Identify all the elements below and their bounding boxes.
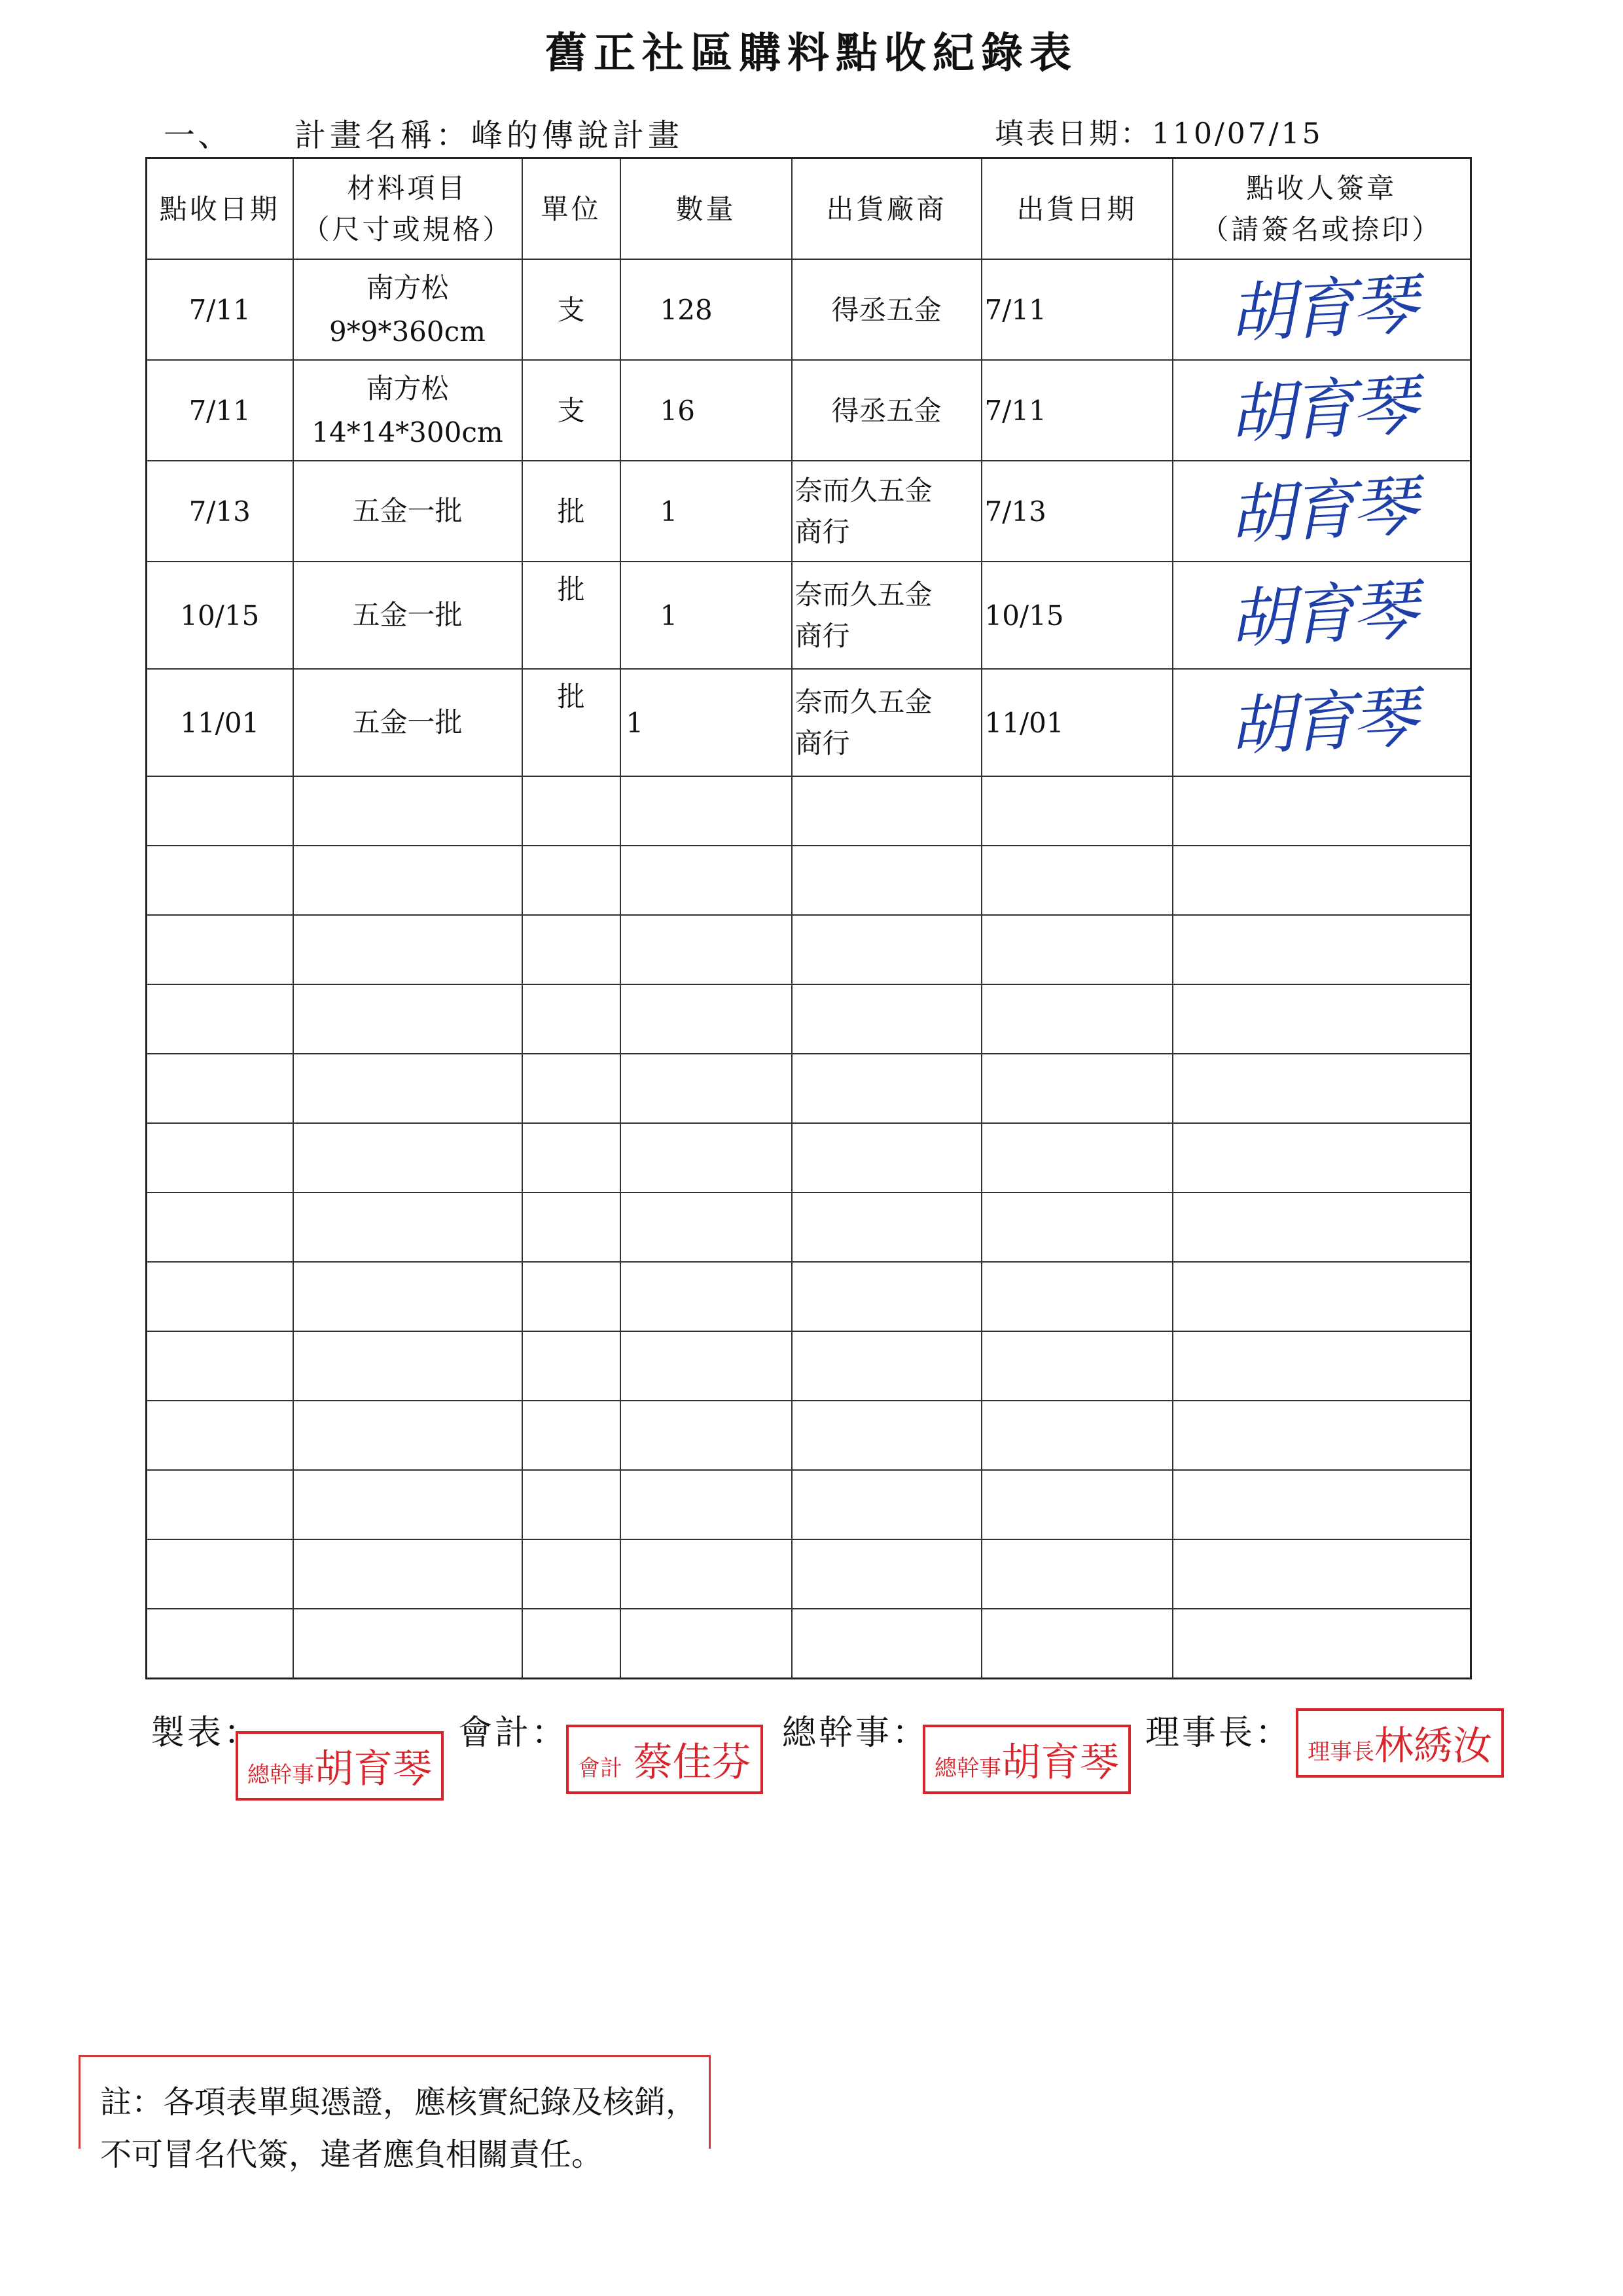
- cell-item-name: 南方松: [366, 372, 449, 404]
- note-line-2: 不可冒名代簽，違者應負相關責任。: [100, 2136, 603, 2173]
- empty-cell: [620, 915, 792, 984]
- empty-cell: [982, 1539, 1173, 1609]
- table-row: [147, 259, 1471, 360]
- cell-item-spec: 14*14*300cm: [312, 416, 503, 448]
- empty-cell: [620, 1193, 792, 1262]
- cell-vendor: [792, 562, 982, 669]
- accountant-stamp-name: 蔡佳芬: [633, 1740, 751, 1785]
- empty-cell: [293, 1609, 522, 1679]
- empty-cell: [293, 1539, 522, 1609]
- handwritten-signature: 胡育琴: [1227, 679, 1416, 766]
- chair-stamp-role: 理事長: [1308, 1739, 1374, 1765]
- cell-vendor-line2: 商行: [794, 516, 850, 548]
- handwritten-signature: 胡育琴: [1227, 571, 1416, 658]
- empty-cell: [522, 1609, 620, 1679]
- accountant-stamp-role: 會計: [578, 1755, 622, 1782]
- empty-table-row: [147, 915, 1471, 984]
- empty-cell: [147, 1262, 293, 1331]
- header-ship-date: 出貨日期: [982, 158, 1173, 260]
- empty-cell: [982, 915, 1173, 984]
- empty-cell: [293, 1123, 522, 1193]
- empty-cell: [293, 776, 522, 846]
- empty-table-row: [147, 1609, 1471, 1679]
- empty-table-row: [147, 1470, 1471, 1539]
- empty-cell: [293, 1331, 522, 1401]
- empty-cell: [620, 1331, 792, 1401]
- empty-cell: [792, 1123, 982, 1193]
- empty-rows: [147, 776, 1471, 1679]
- cell-vendor-line1: 奈而久五金: [794, 475, 933, 507]
- empty-cell: [620, 984, 792, 1054]
- empty-cell: [1173, 1331, 1471, 1401]
- empty-cell: [147, 984, 293, 1054]
- empty-cell: [792, 1054, 982, 1123]
- empty-cell: [982, 1470, 1173, 1539]
- maker-label: 製表：: [151, 1713, 261, 1753]
- empty-cell: [147, 1054, 293, 1123]
- empty-cell: [982, 984, 1173, 1054]
- empty-cell: [147, 915, 293, 984]
- empty-cell: [293, 984, 522, 1054]
- cell-item: [293, 461, 522, 562]
- empty-cell: [293, 1193, 522, 1262]
- cell-item-name: 南方松: [366, 271, 449, 304]
- empty-table-row: [147, 1054, 1471, 1123]
- empty-cell: [522, 1262, 620, 1331]
- empty-cell: [792, 915, 982, 984]
- empty-table-row: [147, 1262, 1471, 1331]
- empty-cell: [522, 776, 620, 846]
- header-date: 點收日期: [147, 158, 293, 260]
- cell-ship-date: 7/13: [982, 461, 1173, 562]
- empty-cell: [1173, 915, 1471, 984]
- empty-cell: [1173, 1470, 1471, 1539]
- empty-cell: [982, 1401, 1173, 1470]
- cell-unit: 批: [522, 669, 620, 776]
- cell-ship-date: 10/15: [982, 562, 1173, 669]
- empty-cell: [522, 1539, 620, 1609]
- header-signature-line1: 點收人簽章: [1246, 172, 1397, 204]
- empty-cell: [792, 1262, 982, 1331]
- maker-stamp: [236, 1731, 444, 1801]
- empty-cell: [982, 1123, 1173, 1193]
- cell-ship-date: 7/11: [982, 259, 1173, 360]
- empty-cell: [620, 1539, 792, 1609]
- cell-vendor: [792, 461, 982, 562]
- empty-cell: [522, 1054, 620, 1123]
- empty-table-row: [147, 1539, 1471, 1609]
- empty-cell: [522, 1331, 620, 1401]
- cell-date: 11/01: [147, 669, 293, 776]
- form-title: 舊正社區購料點收紀錄表: [545, 29, 1078, 78]
- cell-qty: 16: [620, 360, 792, 461]
- cell-date: 7/13: [147, 461, 293, 562]
- cell-vendor-line1: 奈而久五金: [794, 579, 933, 611]
- secretary-stamp-name: 胡育琴: [1001, 1740, 1119, 1785]
- cell-vendor: [792, 360, 982, 461]
- handwritten-signature: 胡育琴: [1227, 266, 1416, 353]
- empty-table-row: [147, 1123, 1471, 1193]
- empty-table-row: [147, 776, 1471, 846]
- header-item-line2: （尺寸或規格）: [302, 213, 513, 245]
- cell-item: [293, 562, 522, 669]
- empty-cell: [522, 1470, 620, 1539]
- cell-item-name: 五金一批: [352, 706, 463, 739]
- empty-table-row: [147, 984, 1471, 1054]
- empty-cell: [982, 846, 1173, 915]
- empty-cell: [147, 846, 293, 915]
- cell-date: 7/11: [147, 360, 293, 461]
- empty-cell: [982, 1054, 1173, 1123]
- chair-stamp-name: 林綉汝: [1374, 1723, 1492, 1769]
- empty-cell: [1173, 984, 1471, 1054]
- table-row: [147, 562, 1471, 669]
- accountant-label: 會計：: [458, 1713, 569, 1753]
- cell-vendor: [792, 669, 982, 776]
- fill-date: 填表日期：110/07/15: [995, 117, 1323, 151]
- empty-cell: [620, 1123, 792, 1193]
- empty-cell: [792, 776, 982, 846]
- empty-cell: [620, 1401, 792, 1470]
- empty-cell: [147, 1470, 293, 1539]
- note-box: [79, 2055, 711, 2173]
- cell-date: 10/15: [147, 562, 293, 669]
- empty-cell: [522, 1401, 620, 1470]
- empty-cell: [982, 1193, 1173, 1262]
- project-info: [164, 110, 684, 155]
- empty-cell: [293, 1054, 522, 1123]
- handwritten-signature: 胡育琴: [1227, 467, 1416, 554]
- empty-cell: [147, 1123, 293, 1193]
- empty-cell: [792, 846, 982, 915]
- section-number: 一、: [164, 117, 232, 154]
- empty-cell: [147, 776, 293, 846]
- empty-cell: [1173, 1609, 1471, 1679]
- table-row: [147, 669, 1471, 776]
- empty-cell: [293, 846, 522, 915]
- cell-vendor-line2: 商行: [794, 727, 850, 759]
- empty-cell: [293, 1401, 522, 1470]
- header-item: [293, 158, 522, 260]
- empty-cell: [792, 1401, 982, 1470]
- empty-cell: [147, 1609, 293, 1679]
- empty-cell: [620, 776, 792, 846]
- empty-cell: [522, 846, 620, 915]
- cell-date: 7/11: [147, 259, 293, 360]
- empty-table-row: [147, 1331, 1471, 1401]
- empty-cell: [792, 1470, 982, 1539]
- empty-cell: [293, 1262, 522, 1331]
- empty-table-row: [147, 846, 1471, 915]
- maker-stamp-name: 胡育琴: [314, 1746, 432, 1792]
- cell-signature: [1173, 562, 1471, 669]
- empty-cell: [982, 1609, 1173, 1679]
- accountant-stamp: [566, 1725, 763, 1794]
- empty-cell: [792, 1331, 982, 1401]
- secretary-stamp: [923, 1725, 1131, 1794]
- empty-cell: [620, 1262, 792, 1331]
- empty-cell: [1173, 846, 1471, 915]
- cell-unit: 批: [522, 562, 620, 669]
- cell-signature: [1173, 461, 1471, 562]
- cell-vendor-line2: 商行: [794, 620, 850, 652]
- cell-item: [293, 259, 522, 360]
- empty-cell: [620, 846, 792, 915]
- empty-cell: [792, 1539, 982, 1609]
- empty-cell: [293, 915, 522, 984]
- note-line-1: 註：各項表單與憑證，應核實紀錄及核銷，: [100, 2084, 698, 2121]
- cell-signature: [1173, 669, 1471, 776]
- secretary-label: 總幹事：: [782, 1713, 929, 1753]
- cell-item: [293, 360, 522, 461]
- cell-signature: [1173, 360, 1471, 461]
- empty-cell: [147, 1331, 293, 1401]
- empty-cell: [1173, 1401, 1471, 1470]
- empty-cell: [1173, 1193, 1471, 1262]
- cell-unit: 支: [522, 259, 620, 360]
- empty-cell: [1173, 1262, 1471, 1331]
- empty-cell: [1173, 1054, 1471, 1123]
- chair-stamp: [1296, 1708, 1504, 1778]
- header-item-line1: 材料項目: [347, 172, 468, 204]
- empty-cell: [147, 1193, 293, 1262]
- empty-cell: [1173, 1539, 1471, 1609]
- empty-cell: [620, 1609, 792, 1679]
- header-unit: 單位: [522, 158, 620, 260]
- empty-cell: [620, 1470, 792, 1539]
- empty-cell: [522, 915, 620, 984]
- cell-ship-date: 7/11: [982, 360, 1173, 461]
- empty-table-row: [147, 1193, 1471, 1262]
- cell-item: [293, 669, 522, 776]
- cell-item-spec: 9*9*360cm: [329, 315, 486, 348]
- signoff-row: [151, 1705, 1525, 1792]
- cell-item-name: 五金一批: [352, 599, 463, 632]
- cell-vendor-line1: 奈而久五金: [794, 686, 933, 718]
- empty-cell: [620, 1054, 792, 1123]
- empty-cell: [147, 1539, 293, 1609]
- cell-unit: 支: [522, 360, 620, 461]
- header-signature: [1173, 158, 1471, 260]
- empty-cell: [792, 984, 982, 1054]
- cell-signature: [1173, 259, 1471, 360]
- header-qty: 數量: [620, 158, 792, 260]
- cell-item-name: 五金一批: [352, 495, 463, 528]
- cell-ship-date: 11/01: [982, 669, 1173, 776]
- empty-cell: [982, 1331, 1173, 1401]
- cell-qty: 1: [620, 461, 792, 562]
- empty-cell: [522, 1193, 620, 1262]
- cell-vendor: [792, 259, 982, 360]
- handwritten-signature: 胡育琴: [1227, 367, 1416, 454]
- header-vendor: 出貨廠商: [792, 158, 982, 260]
- empty-cell: [982, 1262, 1173, 1331]
- table-row: [147, 461, 1471, 562]
- empty-cell: [1173, 776, 1471, 846]
- cell-vendor-line1: 得丞五金: [831, 394, 942, 427]
- empty-cell: [522, 984, 620, 1054]
- cell-unit: 批: [522, 461, 620, 562]
- empty-cell: [792, 1193, 982, 1262]
- secretary-stamp-role: 總幹事: [935, 1755, 1001, 1782]
- empty-cell: [147, 1401, 293, 1470]
- empty-cell: [293, 1470, 522, 1539]
- cell-qty: 128: [620, 259, 792, 360]
- project-name: 計畫名稱：峰的傳說計畫: [294, 117, 684, 154]
- receipt-table: [145, 157, 1472, 1679]
- table-header-row: [147, 158, 1471, 260]
- header-signature-line2: （請簽名或捺印）: [1201, 213, 1442, 245]
- chair-label: 理事長：: [1145, 1713, 1293, 1753]
- cell-vendor-line1: 得丞五金: [831, 293, 942, 326]
- empty-cell: [792, 1609, 982, 1679]
- empty-table-row: [147, 1401, 1471, 1470]
- cell-qty: 1: [620, 562, 792, 669]
- empty-cell: [522, 1123, 620, 1193]
- cell-qty: 1: [620, 669, 792, 776]
- maker-stamp-role: 總幹事: [247, 1762, 314, 1788]
- table-row: [147, 360, 1471, 461]
- empty-cell: [982, 776, 1173, 846]
- empty-cell: [1173, 1123, 1471, 1193]
